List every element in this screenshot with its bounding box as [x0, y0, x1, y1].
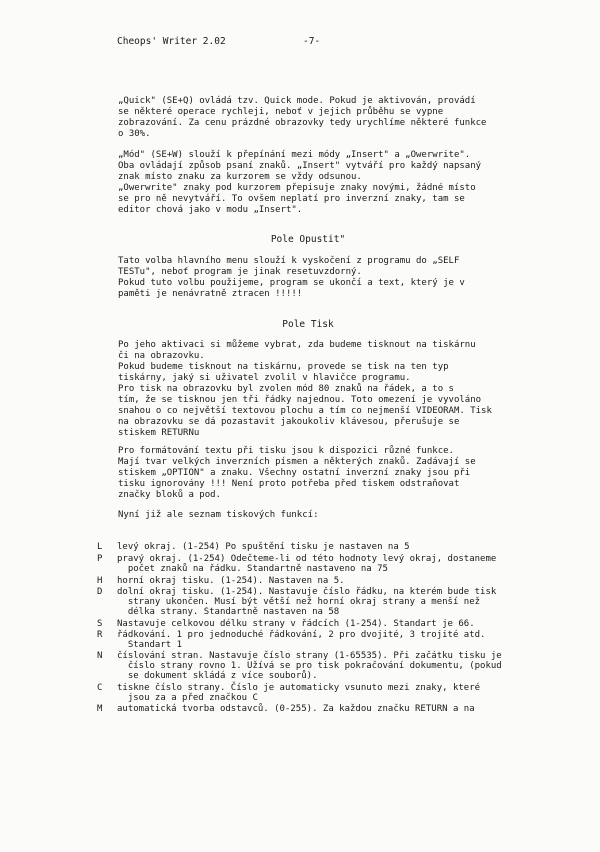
function-key: C: [97, 683, 103, 693]
paragraph-exit-menu: Tato volba hlavního menu slouží k vyskočení z programu do „SELF TESTu", neboť program je jinak resetuvzdorný.: [118, 256, 460, 277]
function-description: levý okraj. (1-254) Po spuštění tisku je nastaven na 5: [117, 542, 410, 552]
paragraph-list-intro: Nyní již ale seznam tiskových funkcí:: [118, 510, 319, 520]
paragraph-print-printer: Pokud budeme tisknout na tiskárnu, provede se tisk na ten typ tiskárny, jaký si uživatel zvolil v hlavičce programu.: [118, 362, 449, 383]
function-description: tiskne číslo strany. Číslo je automaticky vsunuto mezi znaky, které: [117, 683, 481, 693]
function-description: strany ukončen. Musí být větší než horní okraj strany a menší než: [117, 597, 481, 607]
function-key: L: [97, 542, 103, 552]
function-description: automatická tvorba odstavců. (0-255). Za každou značku RETURN a na: [117, 704, 475, 714]
list-item-continuation: [97, 671, 522, 682]
function-description: dolní okraj tisku. (1-254). Nastavuje číslo řádku, na kterém bude tisk: [117, 587, 497, 597]
page-header: [117, 36, 447, 48]
function-key: S: [97, 619, 103, 629]
function-key: N: [97, 651, 103, 661]
list-item: [97, 704, 522, 715]
function-description: počet znaků na řádku. Standartně nastaveno na 75: [117, 564, 388, 574]
document-title: Cheops' Writer 2.02: [117, 36, 226, 47]
function-key: M: [97, 704, 103, 714]
function-key: H: [97, 576, 103, 586]
function-description: délka strany. Standartně nastaven na 58: [117, 607, 340, 617]
paragraph-print-screen: Pro tisk na obrazovku byl zvolen mód 80 znaků na řádek, a to s tím, že se tisknou jen tři řádky najednou. Toto omezení je vyvoláno snahou o co největší textovou plochu a tím co nejmenší VIDEORAM. Tisk na obrazovku se dá pozastavit jakoukoliv klávesou, přerušuje se stiskem RETURNu: [118, 384, 492, 438]
list-item-continuation: [97, 640, 522, 651]
function-description: pravý okraj. (1-254) Odečteme-li od této hodnoty levý okraj, dostaneme: [117, 554, 497, 564]
function-description: jsou za a před značkou C: [117, 693, 258, 703]
list-item-continuation: [97, 564, 522, 575]
list-item-continuation: [97, 693, 522, 704]
function-description: Nastavuje celkovou délku strany v řádcích (1-254). Standart je 66.: [117, 619, 475, 629]
section-heading-tisk: Pole Tisk: [282, 319, 334, 330]
function-description: řádkování. 1 pro jednoduché řádkování, 2 pro dvojité, 3 trojité atd.: [117, 630, 486, 640]
function-key: R: [97, 630, 103, 640]
function-description: se dokument skládá z více souborů).: [117, 671, 318, 681]
list-item-continuation: [97, 607, 522, 618]
function-description: číslování stran. Nastavuje číslo strany (1-65535). Při začátku tisku je: [117, 651, 502, 661]
paragraph-overwrite: „Owerwrite" znaky pod kurzorem přepisuje znaky novými, žádné místo se pro ně nevytváří. To ovšem neplatí pro inverzní znaky, tam se editor chová jako v modu „Insert".: [118, 183, 476, 215]
paragraph-mode-switch: „Mód" (SE+W) slouží k přepínání mezi módy „Insert" a „Owerwrite". Oba ovládají způsob psaní znaků. „Insert" vytváří pro každý napsaný znak místo znaku za kurzorem se vždy odsunou.: [118, 150, 482, 182]
page-number: -7-: [303, 36, 321, 47]
list-item: [97, 542, 522, 553]
function-description: Standart 1: [117, 640, 183, 650]
function-key: D: [97, 587, 103, 597]
paragraph-print-target: Po jeho aktivaci si můžeme vybrat, zda budeme tisknout na tiskárnu či na obrazovku.: [118, 340, 476, 361]
paragraph-exit-warning: Pokud tuto volbu použijeme, program se ukončí a text, který je v paměti je nenávratně ztracen !!!!!: [118, 278, 465, 299]
paragraph-quick-mode: „Quick" (SE+Q) ovládá tzv. Quick mode. Pokud je aktivován, provádí se některé operace rychleji, neboť v jejich průběhu se vypne zobrazování. Za cenu prázdné obrazovky tedy urychlíme některé funkce o 30%.: [118, 96, 487, 139]
function-description: horní okraj tisku. (1-254). Nastaven na 5.: [117, 576, 345, 586]
section-heading-opustit: Pole Opustit": [270, 234, 346, 245]
list-item: [97, 619, 522, 630]
function-key: P: [97, 554, 103, 564]
list-item: [97, 576, 522, 587]
function-description: číslo strany rovno 1. Užívá se pro tisk pokračování dokumentu, (pokud: [117, 661, 502, 671]
paragraph-format-functions: Pro formátování textu při tisku jsou k dispozici různé funkce. Mají tvar velkých inverzních písmen a některých znaků. Zadávají se stiskem „OPTION" a znaku. Všechny ostatní inverzní znaky jsou při tisku ignorovány !!! Není proto potřeba před tiskem odstraňovat značky bloků a pod.: [118, 446, 476, 500]
